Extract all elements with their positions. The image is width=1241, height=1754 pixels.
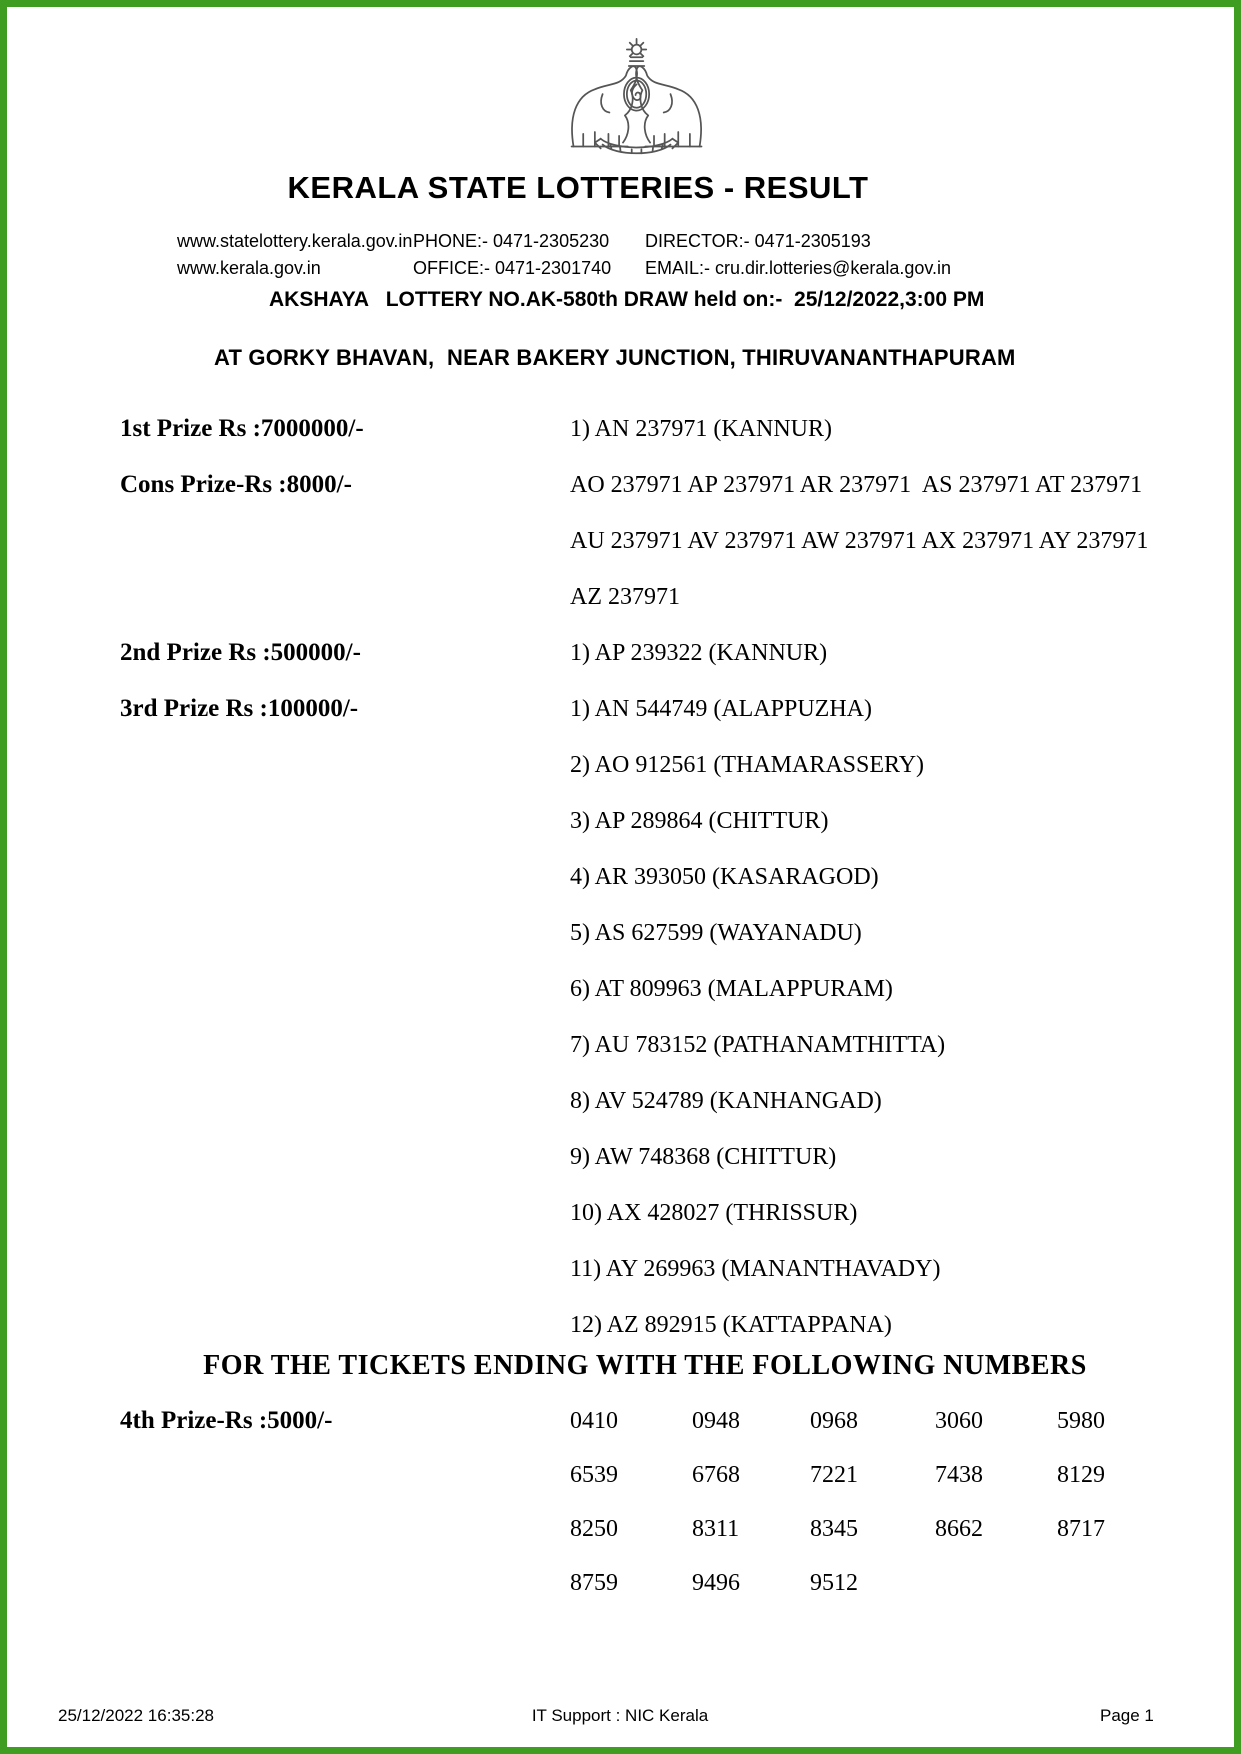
ticket-number-cell: 8717 <box>1057 1516 1105 1542</box>
ticket-number-cell: 7221 <box>810 1462 858 1488</box>
page-title: KERALA STATE LOTTERIES - RESULT <box>287 170 869 205</box>
prize-row-value: 6) AT 809963 (MALAPPURAM) <box>570 976 893 1002</box>
prize-row-value: 2) AO 912561 (THAMARASSERY) <box>570 752 925 778</box>
ticket-number-cell: 5980 <box>1057 1408 1105 1434</box>
ticket-number-cell: 6768 <box>692 1462 740 1488</box>
prize-row-value: 11) AY 269963 (MANANTHAVADY) <box>570 1256 941 1282</box>
prize-row-value: 1) AN 237971 (KANNUR) <box>570 416 832 442</box>
ticket-number-cell: 3060 <box>935 1408 983 1434</box>
website-kerala: www.kerala.gov.in <box>177 258 321 278</box>
ticket-number-cell: 8345 <box>810 1516 858 1542</box>
prize-row-value: 9) AW 748368 (CHITTUR) <box>570 1144 837 1170</box>
ticket-number-cell: 9496 <box>692 1570 740 1596</box>
footer-support: IT Support : NIC Kerala <box>531 1706 709 1725</box>
office-number: OFFICE:- 0471-2301740 <box>413 258 612 278</box>
footer-page-number: Page 1 <box>1100 1706 1154 1725</box>
ticket-number-cell: 0410 <box>570 1408 618 1434</box>
prize-row-value: AZ 237971 <box>570 584 680 610</box>
ticket-number-cell: 7438 <box>935 1462 983 1488</box>
prize-row-value: 5) AS 627599 (WAYANADU) <box>570 920 862 946</box>
ticket-number-cell: 8759 <box>570 1570 618 1596</box>
prize-row-value: 12) AZ 892915 (KATTAPPANA) <box>570 1312 892 1338</box>
ticket-number-cell: 8250 <box>570 1516 618 1542</box>
prize-row-value: AO 237971 AP 237971 AR 237971 AS 237971 AT 237971 <box>570 472 1143 498</box>
ticket-number-cell: 9512 <box>810 1570 858 1596</box>
ticket-number-cell: 8311 <box>692 1516 740 1542</box>
prize-row-value: 1) AP 239322 (KANNUR) <box>570 640 828 666</box>
director-number: DIRECTOR:- 0471-2305193 <box>645 231 871 251</box>
ticket-number-cell: 0948 <box>692 1408 740 1434</box>
prize-row-value: 8) AV 524789 (KANHANGAD) <box>570 1088 882 1114</box>
prize-row-value: 1) AN 544749 (ALAPPUZHA) <box>570 696 872 722</box>
ticket-number-cell: 8129 <box>1057 1462 1105 1488</box>
prize-row-label: 3rd Prize Rs :100000/- <box>120 695 359 722</box>
ticket-number-cell: 0968 <box>810 1408 858 1434</box>
website-statelottery: www.statelottery.kerala.gov.in <box>177 231 413 251</box>
prize-row-value: 3) AP 289864 (CHITTUR) <box>570 808 829 834</box>
ticket-number-cell: 6539 <box>570 1462 618 1488</box>
prize-row-label: Cons Prize-Rs :8000/- <box>120 471 352 498</box>
draw-info-line: AKSHAYA LOTTERY NO.AK-580th DRAW held on:- 25/12/2022,3:00 PM <box>269 288 985 311</box>
email-address: EMAIL:- cru.dir.lotteries@kerala.gov.in <box>645 258 952 278</box>
ticket-number-cell: 8662 <box>935 1516 983 1542</box>
tickets-ending-header: FOR THE TICKETS ENDING WITH THE FOLLOWING NUMBERS <box>203 1350 1087 1381</box>
footer-timestamp: 25/12/2022 16:35:28 <box>58 1706 214 1725</box>
venue-line: AT GORKY BHAVAN, NEAR BAKERY JUNCTION, THIRUVANANTHAPURAM <box>214 345 1016 370</box>
kerala-government-emblem-icon <box>563 34 709 162</box>
prize-row-value: 10) AX 428027 (THRISSUR) <box>570 1200 858 1226</box>
prize-row-value: AU 237971 AV 237971 AW 237971 AX 237971 AY 237971 <box>570 528 1149 554</box>
prize-row-label: 1st Prize Rs :7000000/- <box>120 415 364 442</box>
prize-row-value: 4) AR 393050 (KASARAGOD) <box>570 864 879 890</box>
phone-number: PHONE:- 0471-2305230 <box>413 231 610 251</box>
fourth-prize-label: 4th Prize-Rs :5000/- <box>120 1407 333 1434</box>
prize-row-value: 7) AU 783152 (PATHANAMTHITTA) <box>570 1032 946 1058</box>
kerala-emblem <box>555 16 710 168</box>
prize-row-label: 2nd Prize Rs :500000/- <box>120 639 361 666</box>
